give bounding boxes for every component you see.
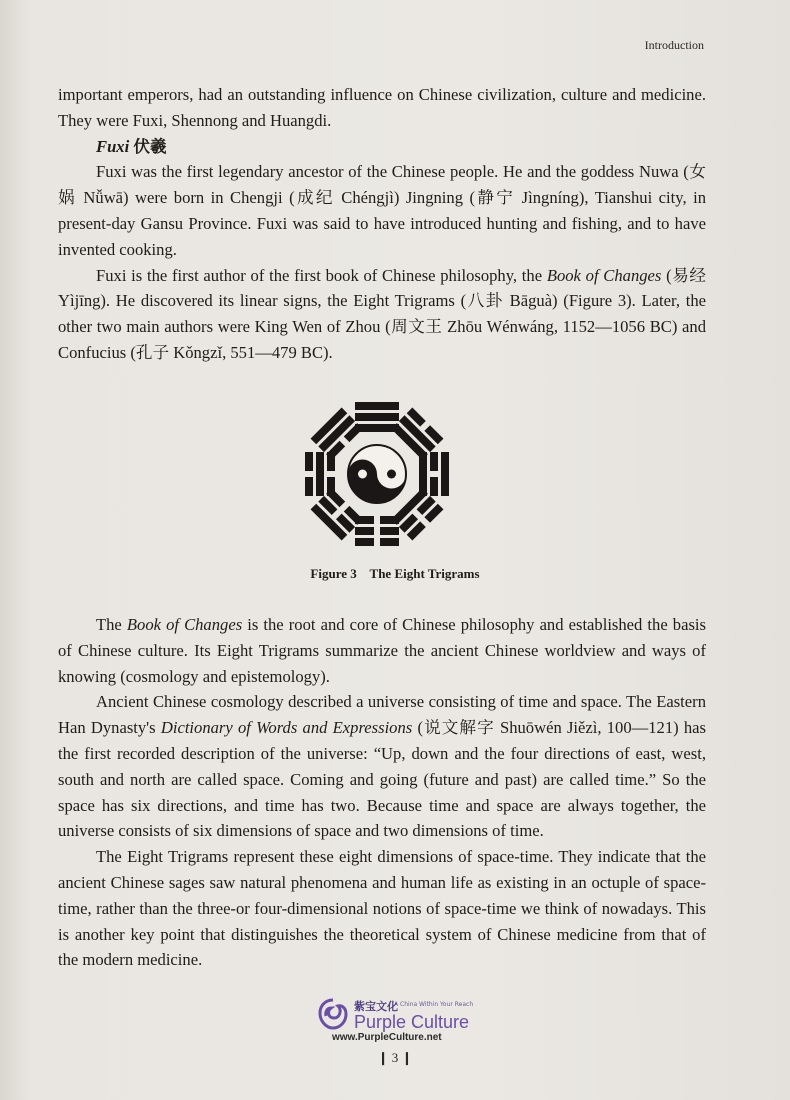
book-title: Book of Changes: [126, 615, 243, 634]
text-run: Fuxi is the first author of the first book of Chinese philosophy, the: [96, 265, 547, 285]
section-subheading: [58, 134, 706, 160]
bagua-diagram: [292, 394, 462, 554]
subheading-chinese: 伏羲: [133, 136, 167, 156]
body-text-top: [58, 82, 706, 366]
paragraph-space-time: The Eight Trigrams represent these eight dimensions of space-time. They indicate that the ancient Chinese sages saw natural phenomena and human life as existing in an octuple of space-time, rather than the three-or four-dimensional notions of space-time we think of nowadays. This is another key point that distinguishes the theoretical system of Chinese medicine from that of the modern medicine.: [58, 847, 706, 970]
purple-culture-logo-icon: [318, 998, 348, 1030]
text-run: Ancient Chinese cosmology described a universe consisting of time and space. The Eastern Han Dynasty's: [58, 692, 706, 738]
paragraph-fuxi-origin: Fuxi was the first legendary ancestor of the Chinese people. He and the goddess Nuwa (女娲 Nǚwā) were born in Chengji (成纪 Chéngjì) Jingning (静宁 Jìngníng), Tianshui city, in present-day Gansu Province. Fuxi was said to have introduced hunting and fishing, and to have invented cooking.: [58, 162, 706, 259]
paragraph-continuation: important emperors, had an outstanding influence on Chinese civilization, culture and medicine. They were Fuxi, Shennong and Huangdi.: [58, 85, 706, 130]
subheading-english: Fuxi: [96, 136, 130, 156]
page-number-value: 3: [391, 1050, 399, 1065]
yin-yang-icon: [348, 445, 406, 503]
running-head: Introduction: [644, 38, 704, 52]
watermark-tagline: A China Within Your Reach: [394, 1001, 474, 1008]
body-text-bottom: [58, 612, 706, 973]
text-run: (易经 Yìjīng). He discovered its linear signs, the Eight Trigrams (八卦 Bāguà) (Figure 3). Later, the other two main authors were King Wen of Zhou (周文王 Zhōu Wénwáng, 1152—1056 BC) and Confucius (孔子 Kǒngzǐ, 551—479 BC).: [58, 265, 706, 362]
book-title: Book of Changes: [546, 265, 662, 285]
paragraph-root-and-core: [58, 612, 706, 689]
page-number: ❙ 3 ❙: [377, 1050, 413, 1065]
paragraph-cosmology: [58, 689, 706, 844]
eight-trigrams-figure: [292, 394, 462, 554]
watermark-chinese: 紫宝文化: [354, 1000, 398, 1013]
text-run: The: [96, 615, 127, 634]
text-run: is the root and core of Chinese philosophy and established the basis of Chinese culture. Its Eight Trigrams summarize the ancient Chinese worldview and ways of knowing (cosmology and epistemology).: [58, 615, 706, 686]
text-run: (说文解字 Shuōwén Jiězì, 100—121) has the first recorded description of the universe: “Up, down and the four directions of east, west, south and north are called space. Coming and going (future and past) are called time.” So the space has six directions, and time has two. Because time and space are always together, the universe consists of six dimensions of space and two dimensions of time.: [58, 718, 706, 841]
watermark-brand: Purple Culture: [354, 1012, 470, 1032]
book-title: Dictionary of Words and Expressions: [160, 718, 413, 738]
watermark-url: www.PurpleCulture.net: [332, 1032, 442, 1043]
paragraph-book-of-changes: [58, 263, 706, 366]
figure-caption: Figure 3 The Eight Trigrams: [310, 566, 480, 581]
purple-culture-watermark: [318, 998, 488, 1046]
